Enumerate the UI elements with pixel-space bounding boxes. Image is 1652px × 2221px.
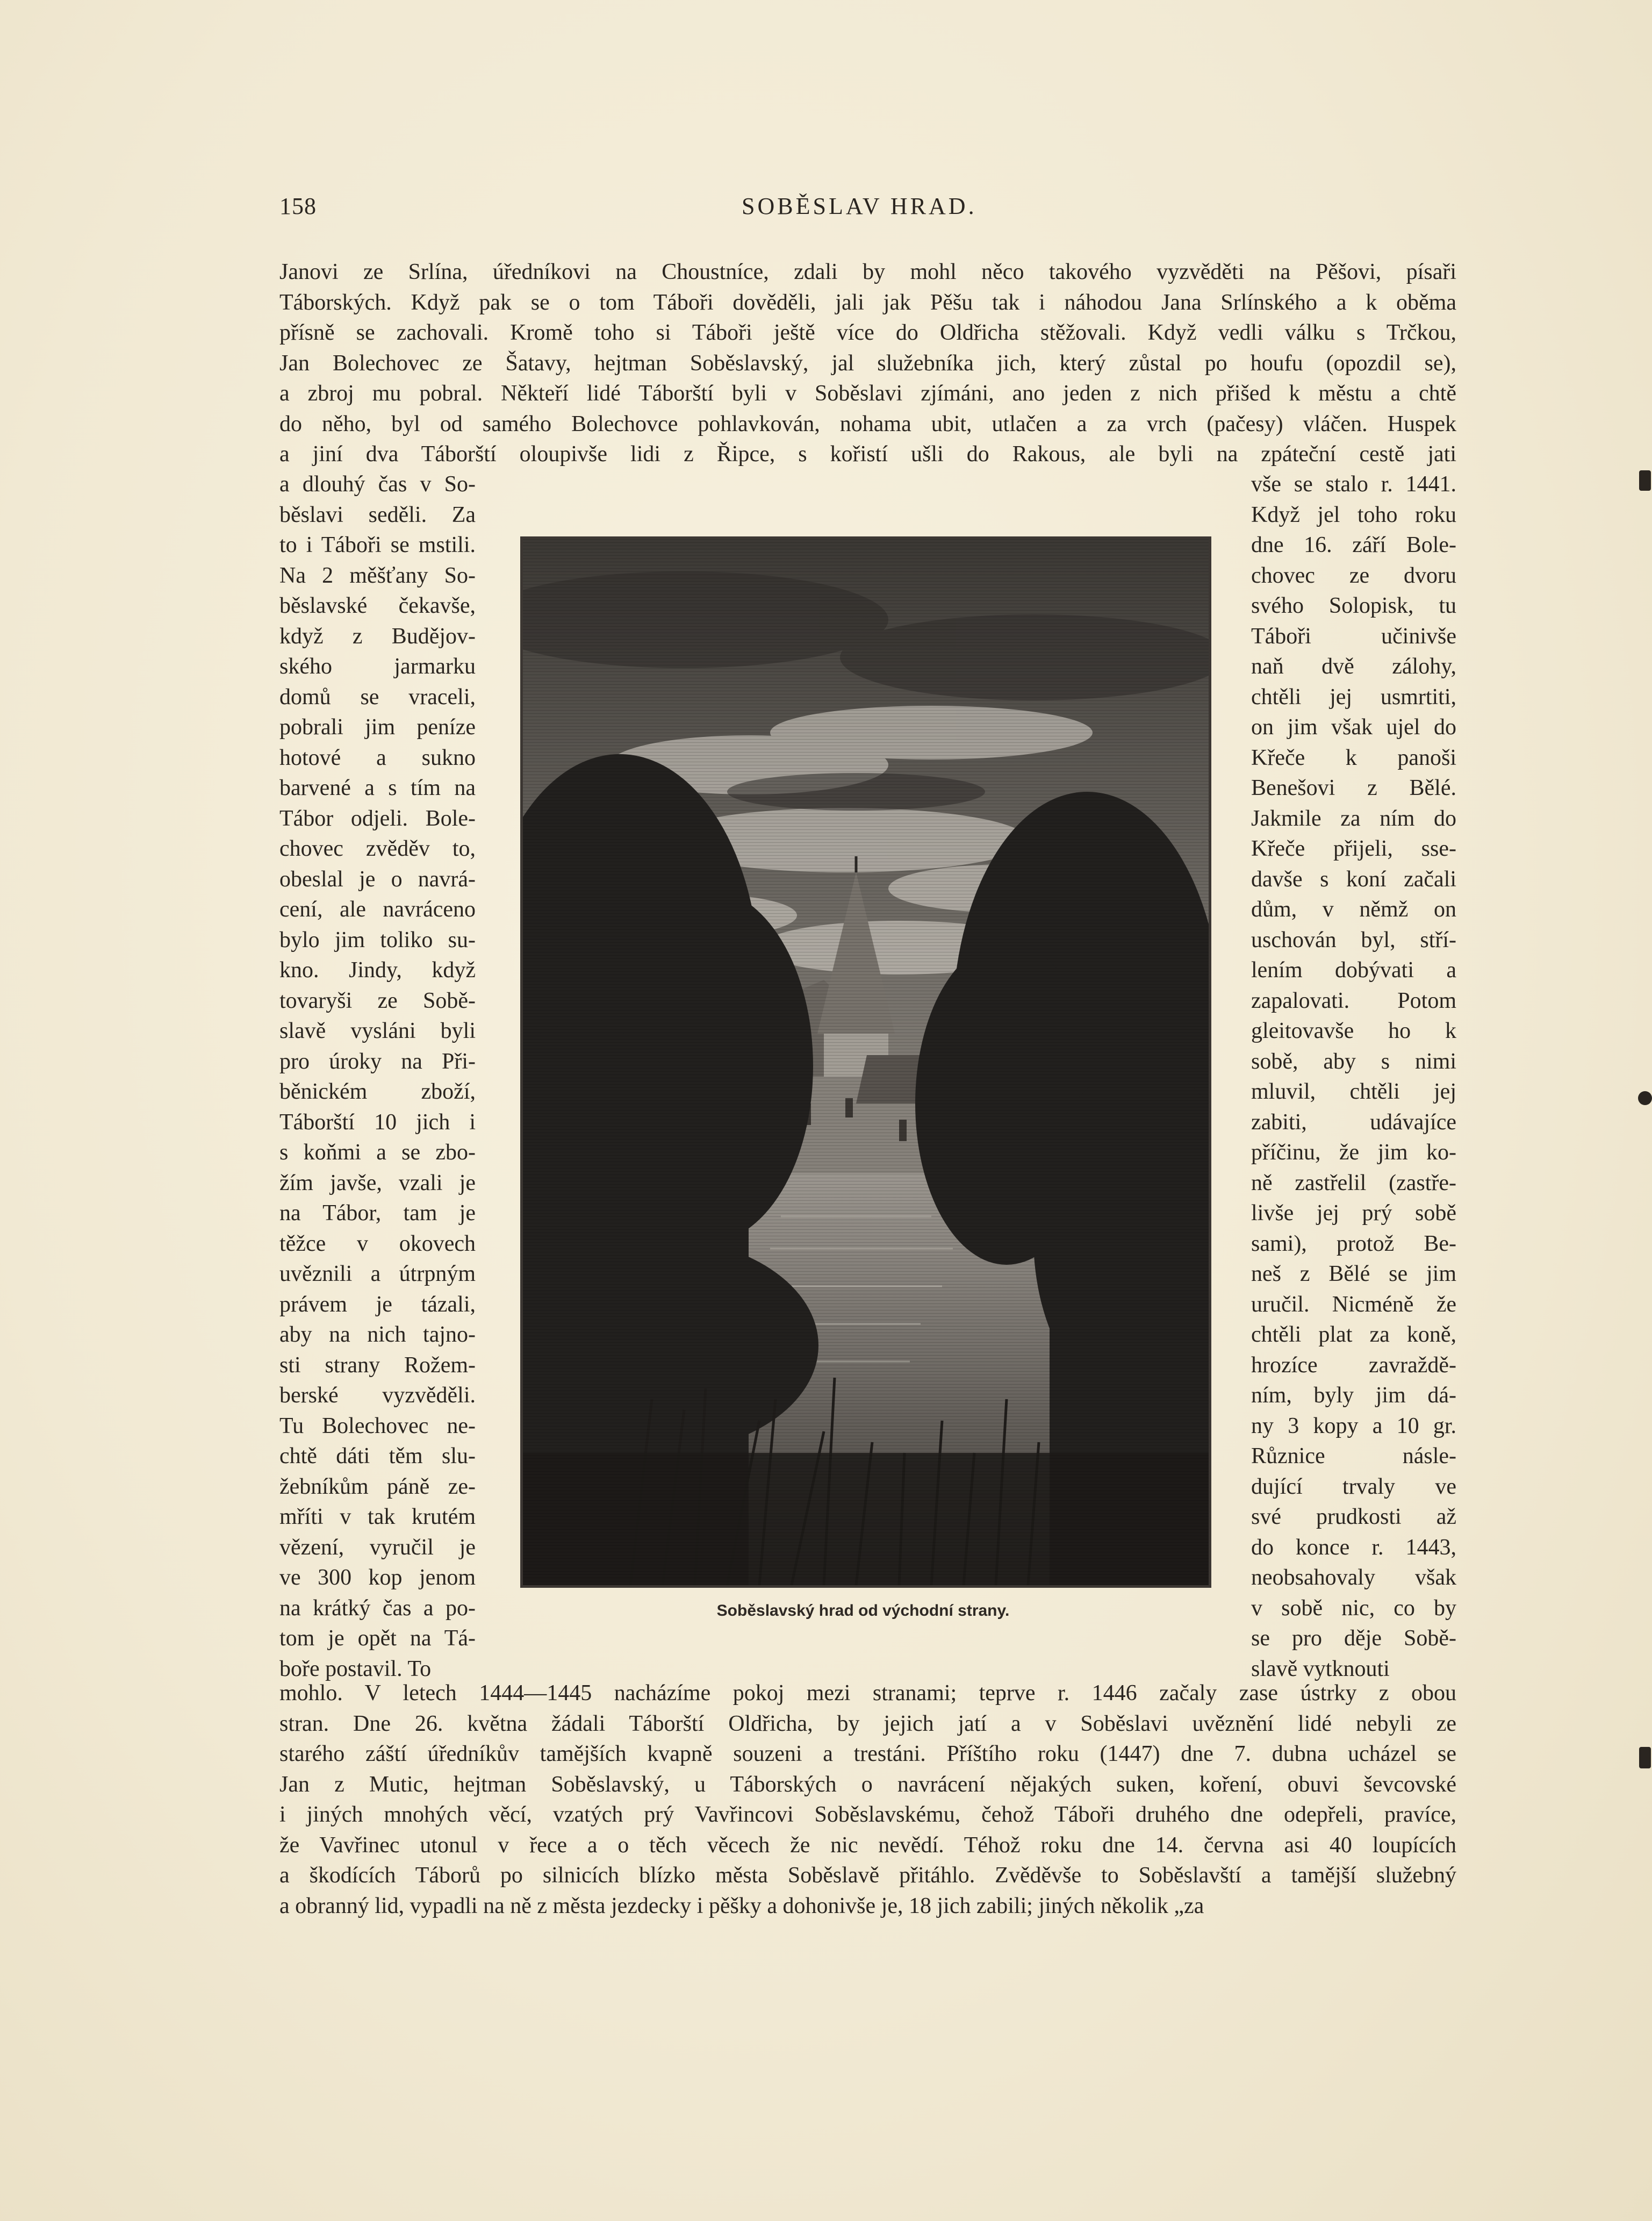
text-line: chovec ze dvoru — [1251, 563, 1456, 588]
text-line: tom je opět na Tá- — [279, 1626, 476, 1651]
text-line: stran. Dne 26. května žádali Táborští Oldřicha, by jejich jatí a v Soběslavi uvěznění lidé nebyli ze — [279, 1711, 1456, 1736]
text-line: a škodících Táborů po silnicích blízko města Soběslavě přitáhlo. Zvěděvše to Soběslavští a tamější služebný — [279, 1863, 1456, 1888]
text-line: slavě vytknouti — [1251, 1656, 1390, 1681]
text-line: obeslal je o navrá- — [279, 866, 476, 892]
text-line: neš z Bělé se jim — [1251, 1262, 1456, 1286]
text-line: Různice násle- — [1251, 1444, 1456, 1468]
text-line: ním, byly jim dá- — [1251, 1383, 1456, 1408]
text-line: do něho, byl od samého Bolechovce pohlavkován, nohama ubit, utlačen a za vrch (pačesy) vláčen. Huspek — [279, 411, 1456, 436]
text-line: Benešovi z Bělé. — [1251, 776, 1456, 800]
text-line: ně zastřelil (zastře- — [1251, 1170, 1456, 1195]
text-line: když z Budějov- — [279, 624, 476, 649]
text-line: chtěli jej usmrtiti, — [1251, 684, 1456, 710]
text-line: barvené a s tím na — [279, 776, 476, 800]
text-line: Jan Bolechovec ze Šatavy, hejtman Soběslavský, jal služebníka jich, který zůstal po houfu (opozdil se), — [279, 350, 1456, 376]
text-line: uschován byl, stří- — [1251, 927, 1456, 952]
text-line: běslavi seděli. Za — [279, 502, 476, 527]
text-line: své prudkosti až — [1251, 1504, 1456, 1529]
left-column — [279, 469, 476, 1684]
text-line: on jim však ujel do — [1251, 715, 1456, 740]
text-line: Křeče k panoši — [1251, 745, 1456, 770]
text-line: žebníkům páně ze- — [279, 1474, 476, 1499]
text-line: dující trvaly ve — [1251, 1474, 1456, 1499]
text-line: chovec zvěděv to, — [279, 836, 476, 861]
text-line: zabiti, udávajíce — [1251, 1109, 1456, 1135]
text-line: Tu Bolechovec ne- — [279, 1413, 476, 1438]
text-line: to i Táboři se mstili. — [279, 533, 476, 557]
text-line: zapalovati. Potom — [1251, 988, 1456, 1013]
text-line: Táborských. Když pak se o tom Táboři dověděli, jali jak Pěšu tak i náhodou Jana Srlínského a k oběma — [279, 290, 1456, 315]
text-line: chtě dáti těm slu- — [279, 1444, 476, 1468]
text-line: ského jarmarku — [279, 654, 476, 679]
text-line: v sobě nic, co by — [1251, 1595, 1456, 1621]
text-line: boře postavil. To — [279, 1656, 432, 1681]
text-line: mříti v tak krutém — [279, 1504, 476, 1529]
text-line: chtěli plat za koně, — [1251, 1322, 1456, 1347]
text-line: i jiných mnohých věcí, vzatých prý Vavřincovi Soběslavskému, čehož Táboři druhého dne odepřeli, pravíce, — [279, 1802, 1456, 1827]
text-line: pobrali jim peníze — [279, 715, 476, 740]
text-line: ny 3 kopy a 10 gr. — [1251, 1413, 1456, 1438]
text-line: ve 300 kop jenom — [279, 1565, 476, 1590]
text-line: Jakmile za ním do — [1251, 806, 1456, 831]
text-line: a jiní dva Táborští oloupivše lidi z Řipce, s kořistí ušli do Rakous, ale byli na zpáteční cestě jati — [279, 442, 1456, 467]
text-line: Táborští 10 jich i — [279, 1109, 476, 1135]
page-edge-mark — [1639, 1747, 1651, 1768]
text-line: sami), protož Be- — [1251, 1231, 1456, 1256]
text-line: aby na nich tajno- — [279, 1322, 476, 1347]
figure-caption: Soběslavský hrad od východní strany. — [716, 1602, 1010, 1620]
top-paragraph — [279, 257, 1456, 470]
text-line: cení, ale navráceno — [279, 897, 476, 922]
text-line: bylo jim toliko su- — [279, 927, 476, 952]
text-line: příčinu, že jim ko- — [1251, 1140, 1456, 1165]
text-line: vše se stalo r. 1441. — [1251, 472, 1456, 497]
text-line: že Vavřinec utonul v řece a o těch věcech že nic nevědí. Téhož roku dne 14. června asi 40 loupících — [279, 1832, 1456, 1858]
text-line: sobě, aby s nimi — [1251, 1049, 1456, 1074]
text-line: slavě vysláni byli — [279, 1019, 476, 1043]
text-line: běslavské čekavše, — [279, 593, 476, 618]
text-line: lením dobývati a — [1251, 958, 1456, 983]
text-line: Tábor odjeli. Bole- — [279, 806, 476, 831]
text-line: livše jej prý sobě — [1251, 1201, 1456, 1226]
text-line: mohlo. V letech 1444—1445 nacházíme pokoj mezi stranami; teprve r. 1446 začaly zase ústrky z obou — [279, 1681, 1456, 1706]
text-line: přísně se zachovali. Kromě toho si Táboři ještě více do Oldřicha stěžovali. Když vedli válku s Trčkou, — [279, 320, 1456, 345]
text-line: Jan z Mutic, hejtman Soběslavský, u Táborských o navrácení nějakých suken, koření, obuvi ševcovské — [279, 1772, 1456, 1797]
text-line: hrozíce zavraždě- — [1251, 1352, 1456, 1378]
text-line: gleitovavše ho k — [1251, 1019, 1456, 1043]
castle-engraving — [520, 536, 1211, 1588]
page-number: 158 — [279, 193, 317, 219]
bottom-paragraph — [279, 1678, 1456, 1921]
text-line: Křeče přijeli, sse- — [1251, 836, 1456, 861]
text-line: domů se vraceli, — [279, 684, 476, 710]
page-edge-mark — [1639, 470, 1651, 491]
text-line: Janovi ze Srlína, úředníkovi na Choustníce, zdali by mohl něco takového vyzvěděti na Pěšovi, písaři — [279, 260, 1456, 284]
engraving-hatching — [523, 539, 1209, 1585]
text-line: s koňmi a se zbo- — [279, 1140, 476, 1165]
text-line: na Tábor, tam je — [279, 1201, 476, 1226]
text-line: sti strany Rožem- — [279, 1352, 476, 1378]
text-line: uručil. Nicméně že — [1251, 1292, 1456, 1317]
text-line: a dlouhý čas v So- — [279, 472, 476, 497]
text-line: pro úroky na Při- — [279, 1049, 476, 1074]
text-line: starého záští úředníkův tamějších kvapně souzeni a trestáni. Příštího roku (1447) dne 7. dubna ucházel se — [279, 1742, 1456, 1766]
text-line: svého Solopisk, tu — [1251, 593, 1456, 618]
text-line: Táboři učinivše — [1251, 624, 1456, 649]
engraving-illustration — [523, 539, 1209, 1585]
text-line: neobsahovaly však — [1251, 1565, 1456, 1590]
text-line: berské vyzvěděli. — [279, 1383, 476, 1408]
text-line: mluvil, chtěli jej — [1251, 1079, 1456, 1104]
text-line: uvěznili a útrpným — [279, 1262, 476, 1286]
right-column — [1251, 469, 1456, 1684]
text-line: vězení, vyručil je — [279, 1535, 476, 1560]
text-line: běnickém zboží, — [279, 1079, 476, 1104]
page-edge-mark — [1638, 1091, 1652, 1105]
text-line: tovaryši ze Sobě- — [279, 988, 476, 1013]
text-line: do konce r. 1443, — [1251, 1535, 1456, 1560]
running-head: SOBĚSLAV HRAD. — [742, 193, 977, 219]
text-line: se pro děje Sobě- — [1251, 1626, 1456, 1651]
text-line: a zbroj mu pobral. Někteří lidé Táborští byli v Soběslavi zjímáni, ano jeden z nich přišed k městu a chtě — [279, 381, 1456, 406]
text-line: Když jel toho roku — [1251, 502, 1456, 527]
text-line: dne 16. září Bole- — [1251, 533, 1456, 557]
text-line: na krátký čas a po- — [279, 1595, 476, 1621]
text-line: a obranný lid, vypadli na ně z města jezdecky i pěšky a dohonivše je, 18 jich zabili; jiných několik „za — [279, 1893, 1204, 1918]
text-line: hotové a sukno — [279, 745, 476, 770]
text-line: naň dvě zálohy, — [1251, 654, 1456, 679]
text-line: žím javše, vzali je — [279, 1170, 476, 1195]
text-line: těžce v okovech — [279, 1231, 476, 1256]
text-line: davše s koní začali — [1251, 866, 1456, 892]
text-line: právem je tázali, — [279, 1292, 476, 1317]
text-line: dům, v němž on — [1251, 897, 1456, 922]
text-line: Na 2 měšťany So- — [279, 563, 476, 588]
text-line: kno. Jindy, když — [279, 958, 476, 983]
